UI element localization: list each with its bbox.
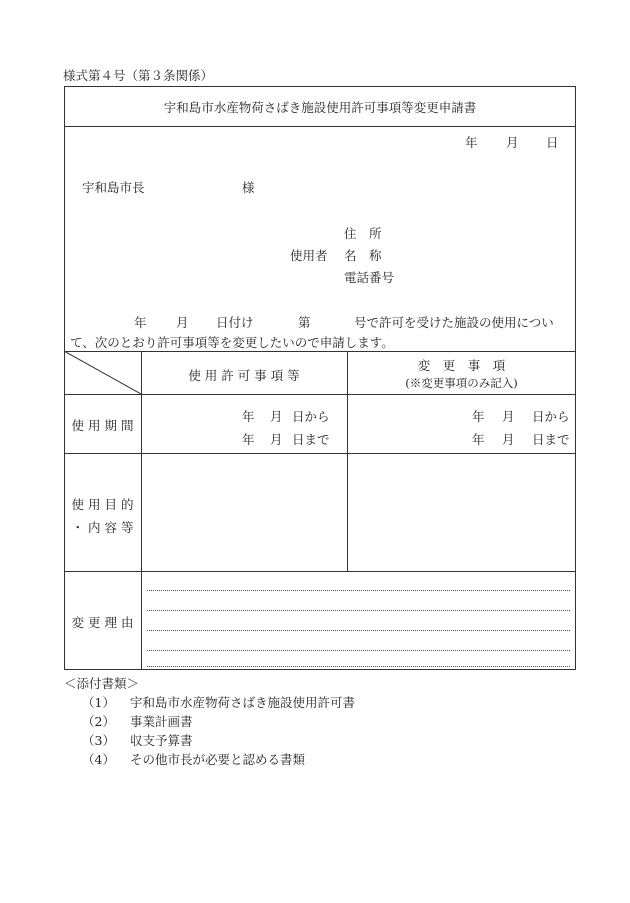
form-title: 宇和島市水産物荷さばき施設使用許可事項等変更申請書 xyxy=(163,100,477,115)
body-line1-rest: 号で許可を受けた施設の使用につい xyxy=(354,315,554,330)
change-period-from-year: 年 xyxy=(472,409,485,424)
title-divider xyxy=(64,126,576,127)
attachments-heading: ＜添付書類＞ xyxy=(64,676,140,691)
applicant-address-label: 住 所 xyxy=(344,226,382,241)
attachment-text-1: 宇和島市水産物荷さばき施設使用許可書 xyxy=(130,695,356,710)
row-label-period: 使 用 期 間 xyxy=(71,418,134,433)
change-period-from-month: 月 xyxy=(502,409,515,424)
row-label-reason: 変 更 理 由 xyxy=(71,615,134,630)
period-from-month: 月 xyxy=(270,409,283,424)
attachment-text-2: 事業計画書 xyxy=(130,714,193,729)
col1-header: 使 用 許 可 事 項 等 xyxy=(188,368,300,383)
change-period-to-month: 月 xyxy=(502,432,515,447)
applicant-phone-label: 電話番号 xyxy=(344,270,395,285)
period-to-day: 日まで xyxy=(292,432,330,447)
body-year: 年 xyxy=(134,315,147,330)
reason-dotted-line-3 xyxy=(147,630,570,631)
date-year: 年 xyxy=(465,135,478,150)
date-day: 日 xyxy=(546,135,559,150)
period-from-day: 日から xyxy=(292,409,330,424)
addressee-honorific: 様 xyxy=(242,180,255,195)
reason-dotted-line-1 xyxy=(147,590,570,591)
attachment-num-2: （2） xyxy=(82,714,115,729)
applicant-role: 使用者 xyxy=(290,248,328,263)
reason-dotted-line-2 xyxy=(147,610,570,611)
addressee-name: 宇和島市長 xyxy=(82,180,145,195)
attachment-num-4: （4） xyxy=(82,752,115,767)
change-period-to-year: 年 xyxy=(472,432,485,447)
reason-dotted-line-5 xyxy=(147,666,570,667)
row-label-purpose-1: 使 用 目 的 xyxy=(71,497,134,512)
period-to-year: 年 xyxy=(242,432,255,447)
attachment-text-4: その他市長が必要と認める書類 xyxy=(130,752,306,767)
period-to-month: 月 xyxy=(270,432,283,447)
attachment-text-3: 収支予算書 xyxy=(130,733,193,748)
attachment-num-1: （1） xyxy=(82,695,115,710)
header-diagonal xyxy=(64,351,141,394)
body-number-prefix: 第 xyxy=(298,315,311,330)
period-from-year: 年 xyxy=(242,409,255,424)
change-period-from-day: 日から xyxy=(532,409,570,424)
applicant-name-label: 名 称 xyxy=(344,248,382,263)
reason-dotted-line-4 xyxy=(147,650,570,651)
form-label: 様式第４号（第３条関係） xyxy=(63,68,214,83)
row-label-purpose-2: ・ 内 容 等 xyxy=(71,520,134,535)
col2-header-note: (※変更事項のみ記入) xyxy=(405,376,518,390)
body-month: 月 xyxy=(176,315,189,330)
date-month: 月 xyxy=(506,135,519,150)
col2-header: 変 更 事 項 xyxy=(417,358,506,373)
attachment-num-3: （3） xyxy=(82,733,115,748)
change-period-to-day: 日まで xyxy=(532,432,570,447)
body-line2: て、次のとおり許可事項等を変更したいので申請します。 xyxy=(70,335,394,350)
body-day: 日付け xyxy=(216,315,254,330)
table-col-divider-1 xyxy=(141,351,142,670)
